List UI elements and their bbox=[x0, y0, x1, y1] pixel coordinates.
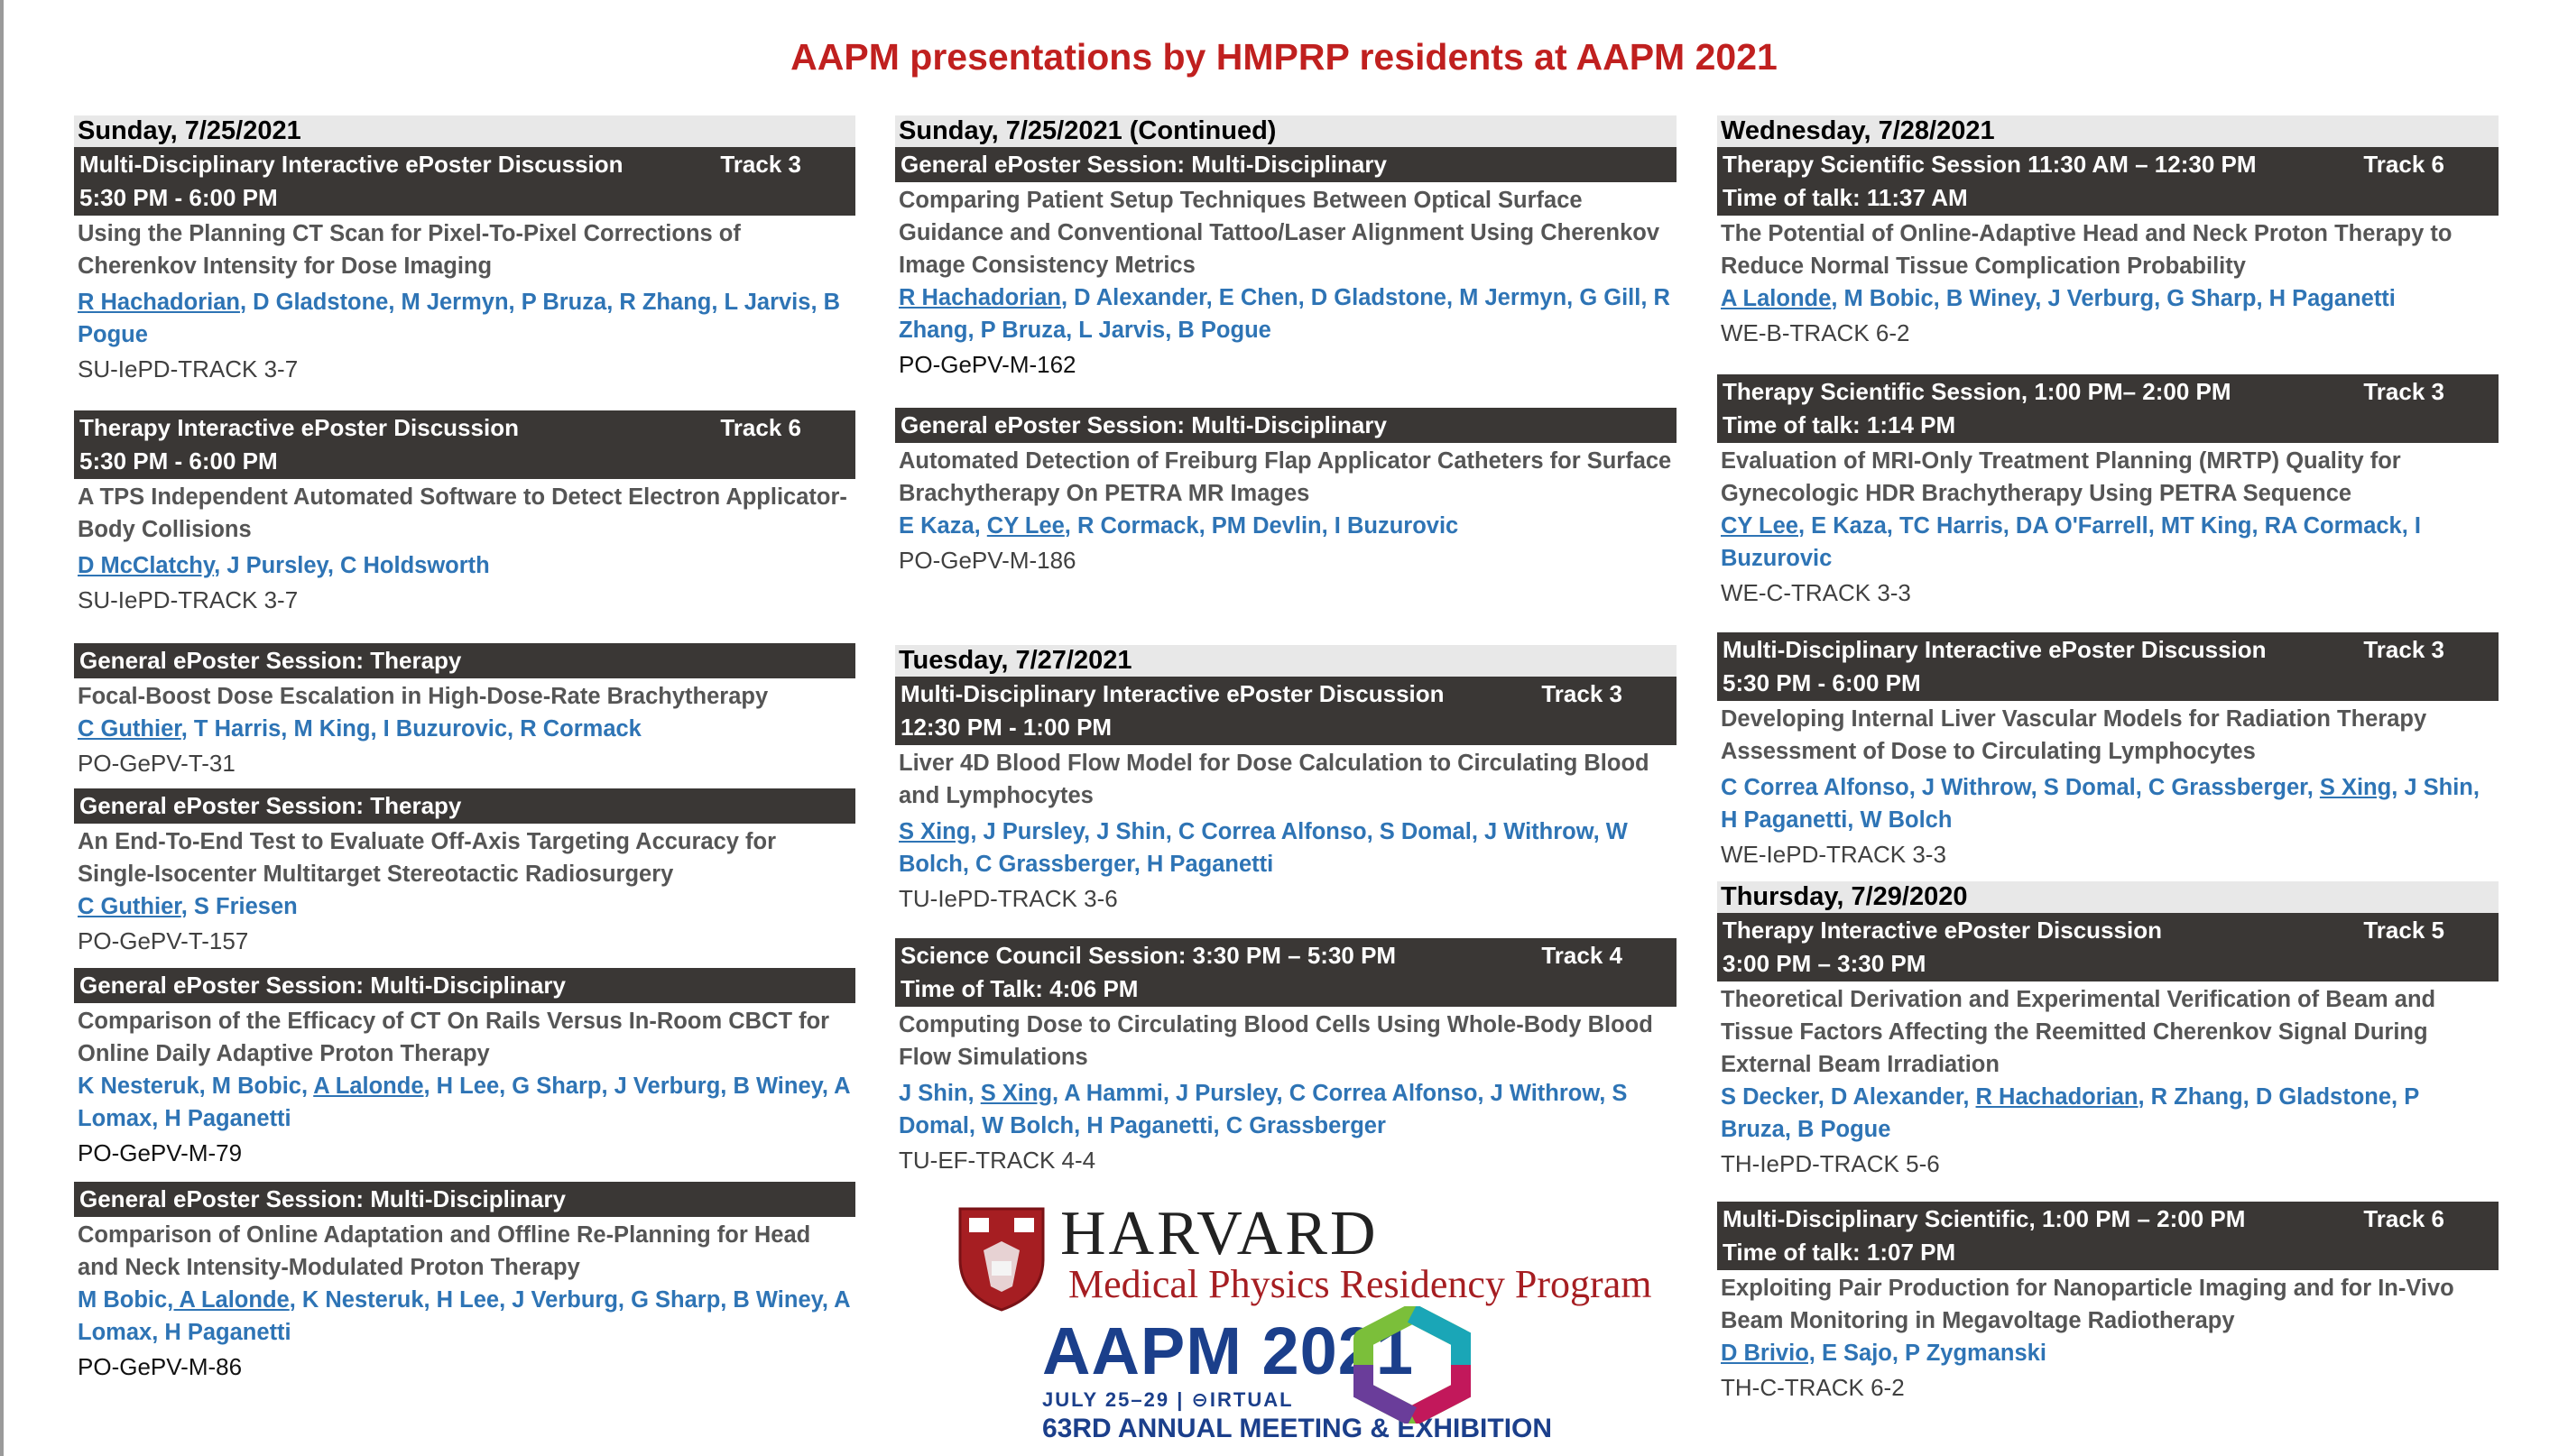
session-name: Multi-Disciplinary Interactive ePoster Discussion bbox=[1723, 636, 2267, 663]
coauthors-pre: M Bobic bbox=[78, 1287, 168, 1313]
session-time: 5:30 PM - 6:00 PM bbox=[79, 184, 278, 211]
harvard-shield-icon bbox=[956, 1205, 1047, 1312]
talk-authors bbox=[895, 1077, 1677, 1142]
session-name: General ePoster Session: Therapy bbox=[79, 792, 462, 819]
coauthors: , K Nesteruk, H Lee, J Verburg, G Sharp, B Winey, A Lomax, H Paganetti bbox=[78, 1287, 850, 1345]
coauthors: , J Pursley, C Holdsworth bbox=[214, 553, 490, 578]
track-label: Track 4 bbox=[1541, 942, 1622, 969]
day-header: Wednesday, 7/28/2021 bbox=[1717, 115, 2499, 147]
aapm-hexagon-logo-icon bbox=[1349, 1306, 1475, 1424]
talk-title: Liver 4D Blood Flow Model for Dose Calculation to Circulating Blood and Lymphocytes bbox=[899, 751, 1649, 808]
talk-authors bbox=[1717, 1081, 2499, 1146]
session-code: TH-C-TRACK 6-2 bbox=[1721, 1374, 1905, 1401]
program-name: Medical Physics Residency Program bbox=[1068, 1262, 1652, 1306]
session-code: PO-GePV-M-79 bbox=[78, 1139, 243, 1166]
track-label: Track 5 bbox=[2363, 917, 2444, 944]
day-header: Sunday, 7/25/2021 (Continued) bbox=[895, 115, 1677, 147]
session-header bbox=[74, 410, 855, 479]
coauthors: , J Pursley, J Shin, C Correa Alfonso, S Domal, J Withrow, W Bolch, C Grassberger, H Paganetti bbox=[899, 819, 1628, 877]
track-label: Track 3 bbox=[2363, 636, 2444, 663]
column-sunday-continued-tuesday bbox=[895, 115, 1677, 1176]
session-code: PO-GePV-M-162 bbox=[899, 351, 1076, 378]
presenter-link[interactable]: A Lalonde bbox=[1721, 286, 1832, 311]
session-name: Therapy Scientific Session, 1:00 PM– 2:00 PM bbox=[1723, 378, 2231, 405]
session-header bbox=[895, 677, 1677, 745]
coauthors-pre: C Correa Alfonso, J Withrow, S Domal, C Grassberger, bbox=[1721, 775, 2320, 800]
coauthors: , M Bobic, B Winey, J Verburg, G Sharp, H Paganetti bbox=[1831, 286, 2396, 311]
session-header bbox=[74, 147, 855, 216]
session-name: Multi-Disciplinary Interactive ePoster Discussion bbox=[79, 151, 624, 178]
coauthors: , H Lee, G Sharp, J Verburg, B Winey, A Lomax, H Paganetti bbox=[78, 1074, 850, 1131]
day-header: Tuesday, 7/27/2021 bbox=[895, 645, 1677, 677]
presenter-link[interactable]: S Xing bbox=[899, 819, 971, 844]
session-header bbox=[74, 788, 855, 824]
session-header bbox=[895, 938, 1677, 1007]
session-time: 3:00 PM – 3:30 PM bbox=[1723, 950, 1926, 977]
session-name: Multi-Disciplinary Interactive ePoster Discussion bbox=[901, 680, 1445, 707]
session-header bbox=[1717, 147, 2499, 216]
talk-authors bbox=[74, 549, 855, 582]
talk-title: A TPS Independent Automated Software to Detect Electron Applicator-Body Collisions bbox=[78, 484, 847, 542]
page-left-border bbox=[0, 0, 4, 1456]
session-name: Therapy Interactive ePoster Discussion bbox=[79, 414, 519, 441]
track-label: Track 3 bbox=[1541, 680, 1622, 707]
talk-title: Using the Planning CT Scan for Pixel-To-Pixel Corrections of Cherenkov Intensity for Dose Imaging bbox=[78, 221, 741, 279]
track-label: Track 6 bbox=[2363, 151, 2444, 178]
session-name: General ePoster Session: Multi-Disciplinary bbox=[901, 151, 1387, 178]
session-code: PO-GePV-M-86 bbox=[78, 1353, 243, 1380]
presenter-link[interactable]: CY Lee bbox=[986, 513, 1065, 539]
harvard-wordmark: HARVARD bbox=[1060, 1199, 1379, 1268]
coauthors: , D Alexander, E Chen, D Gladstone, M Jermyn, G Gill, R Zhang, P Bruza, L Jarvis, B Pogue bbox=[899, 285, 1670, 343]
presenter-link[interactable]: D McClatchy bbox=[78, 553, 215, 578]
coauthors-pre: K Nesteruk, M Bobic, bbox=[78, 1074, 314, 1099]
presenter-link[interactable]: S Xing bbox=[2319, 775, 2392, 800]
logo-area bbox=[956, 1199, 1652, 1445]
session-header bbox=[1717, 632, 2499, 701]
session-code: PO-GePV-T-157 bbox=[78, 927, 249, 954]
talk-title: The Potential of Online-Adaptive Head and Neck Proton Therapy to Reduce Normal Tissue Complication Probability bbox=[1721, 221, 2453, 279]
session-name: General ePoster Session: Multi-Disciplinary bbox=[901, 411, 1387, 438]
session-header bbox=[1717, 913, 2499, 981]
aapm-2021-wordmark: AAPM 2021 bbox=[1042, 1313, 1415, 1388]
session-code: SU-IePD-TRACK 3-7 bbox=[78, 355, 299, 382]
session-time: 5:30 PM - 6:00 PM bbox=[79, 447, 278, 475]
presenter-link[interactable]: R Hachadorian bbox=[1975, 1084, 2138, 1110]
presenter-link[interactable]: R Hachadorian bbox=[78, 290, 240, 315]
session-header bbox=[1717, 1202, 2499, 1270]
session-header bbox=[74, 968, 855, 1003]
talk-authors bbox=[895, 281, 1677, 346]
talk-title: Developing Internal Liver Vascular Models for Radiation Therapy Assessment of Dose to Circulating Lymphocytes bbox=[1721, 706, 2427, 764]
session-code: WE-IePD-TRACK 3-3 bbox=[1721, 841, 1946, 868]
session-time: Time of Talk: 4:06 PM bbox=[901, 975, 1139, 1002]
track-label: Track 6 bbox=[2363, 1205, 2444, 1232]
coauthors: , A Hammi, J Pursley, C Correa Alfonso, J Withrow, S Domal, W Bolch, H Paganetti, C Grassberger bbox=[899, 1081, 1628, 1138]
talk-authors bbox=[1717, 510, 2499, 575]
annual-meeting-label: 63RD ANNUAL MEETING & EXHIBITION bbox=[1042, 1414, 1553, 1443]
talk-authors bbox=[1717, 771, 2499, 836]
presenter-link[interactable]: A Lalonde bbox=[313, 1074, 424, 1099]
session-name: General ePoster Session: Multi-Disciplinary bbox=[79, 972, 566, 999]
coauthors: , D Gladstone, M Jermyn, P Bruza, R Zhang, L Jarvis, B Pogue bbox=[78, 290, 841, 347]
talk-authors bbox=[895, 510, 1677, 542]
talk-authors bbox=[895, 816, 1677, 880]
session-header bbox=[74, 643, 855, 678]
session-name: Multi-Disciplinary Scientific, 1:00 PM – 2:00 PM bbox=[1723, 1205, 2246, 1232]
presenter-link[interactable]: D Brivio, bbox=[1721, 1341, 1815, 1366]
session-time: 12:30 PM - 1:00 PM bbox=[901, 714, 1113, 741]
session-code: SU-IePD-TRACK 3-7 bbox=[78, 586, 299, 613]
coauthors: , T Harris, M King, I Buzurovic, R Cormack bbox=[180, 716, 642, 742]
talk-authors bbox=[74, 1070, 855, 1135]
talk-authors bbox=[74, 286, 855, 351]
session-header bbox=[895, 147, 1677, 182]
session-time: Time of talk: 1:14 PM bbox=[1723, 411, 1956, 438]
session-time: Time of talk: 11:37 AM bbox=[1723, 184, 1968, 211]
track-label: Track 3 bbox=[2363, 378, 2444, 405]
session-name: General ePoster Session: Multi-Disciplinary bbox=[79, 1185, 566, 1212]
session-name: Therapy Scientific Session 11:30 AM – 12:30 PM bbox=[1723, 151, 2257, 178]
session-code: WE-C-TRACK 3-3 bbox=[1721, 579, 1911, 606]
coauthors: E Sajo, P Zygmanski bbox=[1815, 1341, 2046, 1366]
talk-title: Automated Detection of Freiburg Flap Applicator Catheters for Surface Brachytherapy On PETRA MR Images bbox=[899, 448, 1672, 506]
talk-title: Comparing Patient Setup Techniques Between Optical Surface Guidance and Conventional Tattoo/Laser Alignment Using Cherenkov Image Consistency Metrics bbox=[899, 188, 1660, 278]
presenter-link[interactable]: R Hachadorian bbox=[899, 285, 1061, 310]
coauthors: , E Kaza, TC Harris, DA O'Farrell, MT King, RA Cormack, I Buzurovic bbox=[1721, 513, 2421, 571]
session-code: TU-IePD-TRACK 3-6 bbox=[899, 885, 1118, 912]
day-header: Thursday, 7/29/2020 bbox=[1717, 881, 2499, 913]
meeting-dates: JULY 25–29 | ⊖IRTUAL bbox=[1042, 1388, 1294, 1411]
presenter-link[interactable]: , A Lalonde bbox=[167, 1287, 290, 1313]
session-time: Time of talk: 1:07 PM bbox=[1723, 1239, 1956, 1266]
session-code: PO-GePV-M-186 bbox=[899, 547, 1076, 574]
column-wednesday-thursday bbox=[1717, 115, 2499, 1404]
talk-authors bbox=[74, 890, 855, 923]
page-title: AAPM presentations by HMPRP residents at AAPM 2021 bbox=[790, 36, 1778, 78]
talk-authors bbox=[74, 713, 855, 745]
session-name: General ePoster Session: Therapy bbox=[79, 647, 462, 674]
session-code: TH-IePD-TRACK 5-6 bbox=[1721, 1150, 1940, 1177]
presenter-link[interactable]: CY Lee bbox=[1721, 513, 1798, 539]
talk-title: Comparison of the Efficacy of CT On Rails Versus In-Room CBCT for Online Daily Adaptive Proton Therapy bbox=[78, 1009, 830, 1066]
session-code: PO-GePV-T-31 bbox=[78, 750, 236, 777]
presenter-link[interactable]: C Guthier bbox=[78, 894, 181, 919]
presenter-link[interactable]: C Guthier bbox=[78, 716, 181, 742]
talk-authors bbox=[1717, 282, 2499, 315]
presenter-link[interactable]: S Xing bbox=[980, 1081, 1053, 1106]
session-name: Therapy Interactive ePoster Discussion bbox=[1723, 917, 2162, 944]
session-name: Science Council Session: 3:30 PM – 5:30 PM bbox=[901, 942, 1397, 969]
track-label: Track 6 bbox=[720, 414, 801, 441]
session-header bbox=[1717, 374, 2499, 443]
session-time: 5:30 PM - 6:00 PM bbox=[1723, 669, 1921, 696]
session-code: TU-EF-TRACK 4-4 bbox=[899, 1147, 1096, 1174]
talk-title: Computing Dose to Circulating Blood Cells Using Whole-Body Blood Flow Simulations bbox=[899, 1012, 1653, 1070]
talk-title: Evaluation of MRI-Only Treatment Planning (MRTP) Quality for Gynecologic HDR Brachytherapy Using PETRA Sequence bbox=[1721, 448, 2401, 506]
talk-title: Theoretical Derivation and Experimental Verification of Beam and Tissue Factors Affecting the Reemitted Cherenkov Signal During External Beam Irradiation bbox=[1721, 987, 2436, 1077]
coauthors: , R Zhang, D Gladstone, P Bruza, B Pogue bbox=[1721, 1084, 2419, 1142]
coauthors: , J Shin, H Paganetti, W Bolch bbox=[1721, 775, 2480, 833]
day-header: Sunday, 7/25/2021 bbox=[74, 115, 855, 147]
coauthors: , R Cormack, PM Devlin, I Buzurovic bbox=[1064, 513, 1459, 539]
talk-title: Comparison of Online Adaptation and Offline Re-Planning for Head and Neck Intensity-Modulated Proton Therapy bbox=[78, 1222, 811, 1280]
talk-authors bbox=[74, 1284, 855, 1349]
track-label: Track 3 bbox=[720, 151, 801, 178]
session-header bbox=[74, 1182, 855, 1217]
session-code: WE-B-TRACK 6-2 bbox=[1721, 319, 1910, 346]
coauthors: , S Friesen bbox=[180, 894, 298, 919]
coauthors-pre: J Shin, bbox=[899, 1081, 981, 1106]
coauthors-pre: E Kaza, bbox=[899, 513, 987, 539]
talk-authors bbox=[1717, 1337, 2499, 1369]
coauthors-pre: S Decker, D Alexander, bbox=[1721, 1084, 1976, 1110]
session-header bbox=[895, 408, 1677, 443]
talk-title: An End-To-End Test to Evaluate Off-Axis Targeting Accuracy for Single-Isocenter Multitarget Stereotactic Radiosurgery bbox=[78, 829, 777, 887]
talk-title: Focal-Boost Dose Escalation in High-Dose-Rate Brachytherapy bbox=[78, 684, 769, 709]
column-sunday bbox=[74, 115, 855, 1383]
talk-title: Exploiting Pair Production for Nanoparticle Imaging and for In-Vivo Beam Monitoring in Megavoltage Radiotherapy bbox=[1721, 1276, 2454, 1333]
